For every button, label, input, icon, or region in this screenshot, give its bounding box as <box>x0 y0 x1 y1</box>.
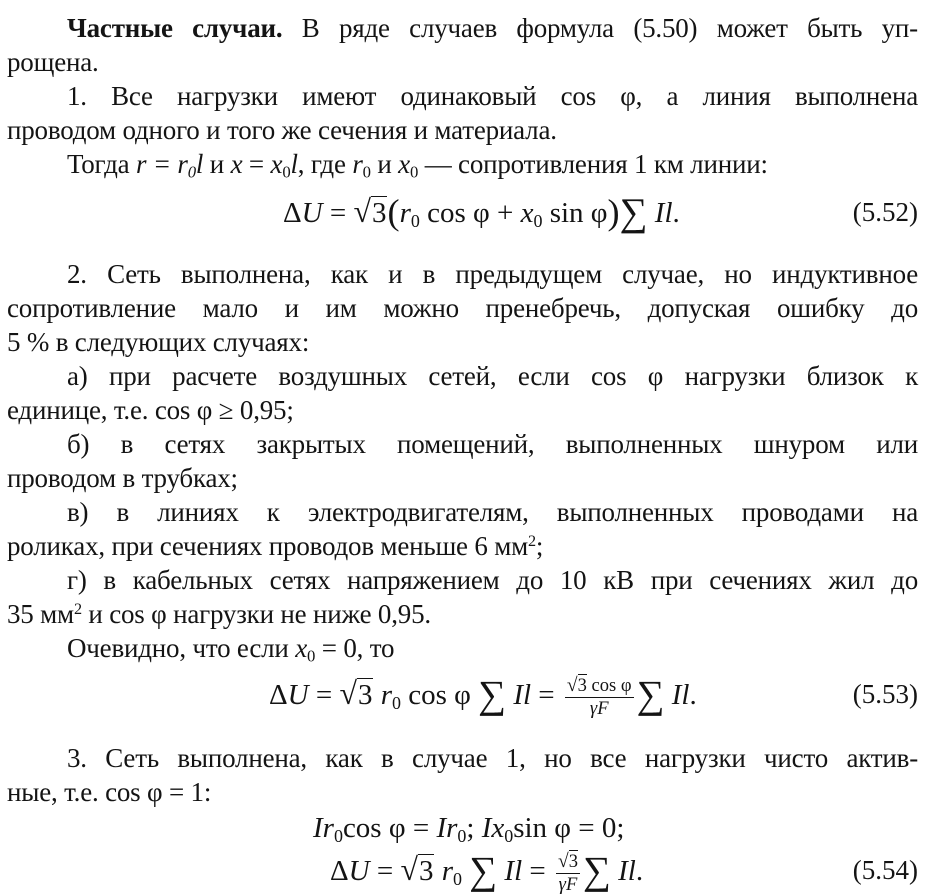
line-16-text-a: 35 мм <box>7 599 74 629</box>
line-5: Тогда $r = r_0l$ и $x = x_0l$, где $r_0$ и $x_0$ — сопротивления 1 км линии: <box>67 149 768 182</box>
line-1-text: В ряде случаев формула (5.50) может быть уп- <box>301 13 918 43</box>
line-16-text-b: и cos φ нагрузки не ниже 0,95. <box>81 599 431 629</box>
line-5-text-a: Тогда <box>67 149 130 179</box>
inline-formula-rx: $r_0$ и $x_0$ <box>352 149 419 182</box>
equation-5-53: ΔU = √3 $r_0$ cos φ ∑ Il = $\frac{\text{√3 cos φ}}{\gamma F}$ ∑ Il. <box>269 673 697 720</box>
equation-number-5-52: (5.52) <box>852 197 918 227</box>
line-14: роликах, при сечениях проводов меньше 6 $мм^2$; <box>7 531 544 561</box>
line-19: ные, т.е. cos φ = 1: <box>7 777 212 807</box>
line-2: рощена. <box>7 47 99 77</box>
line-7: сопротивление мало и им можно пренебречь, допуская ошибку до <box>7 293 918 323</box>
section-heading: Частные случаи. <box>67 13 283 43</box>
line-17-text-a: Очевидно, что если <box>67 633 289 663</box>
line-12: проводом в трубках; <box>7 463 238 493</box>
inline-formula-r: $r = r_0l$ <box>135 149 204 182</box>
line-17-text-b: , то <box>356 633 395 663</box>
inline-formula-x0: $x_0 = 0$ <box>295 633 357 666</box>
line-9: а) при расчете воздушных сетей, если cos φ нагрузки близок к <box>67 361 918 391</box>
line-15: г) в кабельных сетях напряжением до 10 кВ при сечениях жил до <box>67 565 918 595</box>
line-4: проводом одного и того же сечения и материала. <box>7 115 557 145</box>
fraction-5-54: $\frac{√3}{\gamma F}$ <box>558 851 578 895</box>
line-8: 5 % в следующих случаях: <box>7 327 310 357</box>
line-10: единице, т.е. cos φ ≥ 0,95; <box>7 395 294 425</box>
line-17 <box>67 632 940 664</box>
line-3: 1. Все нагрузки имеют одинаковый cos φ, а линия выполнена <box>67 81 918 111</box>
equation-number-5-53: (5.53) <box>852 679 918 709</box>
equation-mid: $Ir_0\cos$ $\varphi = Ir_0$; $Ix_0\sin$ φ = 0; <box>313 812 625 847</box>
line-11: б) в сетях закрытых помещений, выполненных шнуром или <box>67 429 918 459</box>
line-16: 35 $мм^2$ и cos φ нагрузки не ниже 0,95. <box>7 599 431 629</box>
equation-5-52: $\Delta U = √3(r_0$ $\cos \varphi + x_0$ sin φ)∑ Il. <box>283 191 680 235</box>
equation-5-54: ΔU = √3 $r_0$ ∑ Il = $\frac{√3}{\gamma F}$ ∑ Il. <box>330 849 644 895</box>
line-1 <box>0 12 940 44</box>
line-5-text-b: , где <box>297 149 346 179</box>
fraction-5-53: $\frac{\text{√3 cos φ}}{\gamma F}$ <box>566 675 632 720</box>
line-13: в) в линиях к электродвигателям, выполненных проводами на <box>67 497 918 527</box>
line-6: 2. Сеть выполнена, как и в предыдущем случае, но индуктивное <box>67 259 918 289</box>
line-14-text: роликах, при сечениях проводов меньше 6 мм <box>7 531 529 561</box>
inline-formula-x: $x = x_0l$ <box>230 149 298 182</box>
equation-number-5-54: (5.54) <box>852 855 918 885</box>
line-5-text-c: — сопротивления 1 км линии: <box>424 149 768 179</box>
line-14-end: ; <box>535 531 544 561</box>
line-18: 3. Сеть выполнена, как в случае 1, но все нагрузки чисто актив- <box>67 743 918 773</box>
